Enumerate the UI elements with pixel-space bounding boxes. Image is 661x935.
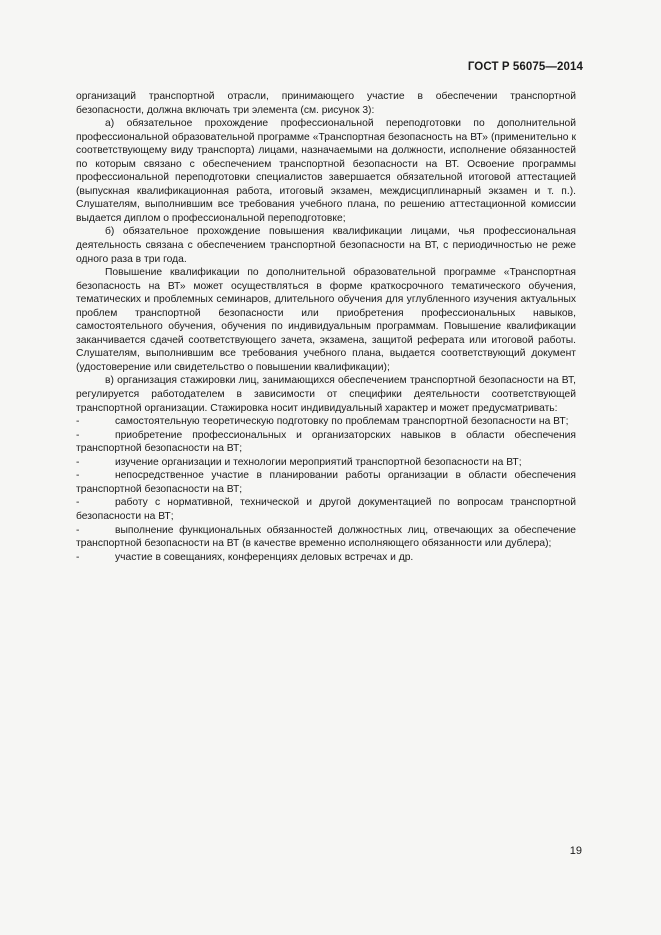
dash-marker: - [76,524,80,536]
document-body [76,90,576,564]
document-designation: ГОСТ Р 56075—2014 [467,61,583,73]
list-item-text: приобретение профессиональных и организаторских навыков в области обеспечения транспортной безопасности на ВТ; [76,429,576,455]
paragraph-item-a: а) обязательное прохождение профессиональной переподготовки по дополнительной профессиональной образовательной программе «Транспортная безопасность на ВТ» (применительно к соответствующему виду транспорта) лицами, назначаемыми на должности, исполнение обязанностей по которым связано с обеспечением транспортной безопасности на ВТ. Освоение программы профессиональной переподготовки специалистов завершается обязательной итоговой аттестацией (выпускная квалификационная работа, итоговый экзамен, междисциплинарный экзамен и т. п.). Слушателям, выполнившим все требования учебного плана, по решению аттестационной комиссии выдается диплом о профессиональной переподготовке; [76,118,576,224]
list-item-text: непосредственное участие в планировании работы организации в области обеспечения транспортной безопасности на ВТ; [76,470,576,495]
dash-marker: - [76,416,80,428]
paragraph-item-v: в) организация стажировки лиц, занимающихся обеспечением транспортной безопасности на ВТ, регулируется работодателем в зависимости от специфики деятельности соответствующей транспортной организации. Стажировка носит индивидуальный характер и может предусматривать: [76,375,576,414]
page-number: 19 [569,845,582,857]
list-item [76,456,576,470]
list-item [76,551,576,565]
list-item [76,429,576,456]
list-item-text: работу с нормативной, технической и другой документацией по вопросам транспортной безопасности на ВТ; [76,497,576,522]
paragraph-item-b: б) обязательное прохождение повышения квалификации лицами, чья профессиональная деятельность связана с обеспечением транспортной безопасности на ВТ, с периодичностью не реже одного раза в три года. [76,226,576,265]
list-item-text: выполнение функциональных обязанностей должностных лиц, отвечающих за обеспечение транспортной безопасности на ВТ (в качестве временно исполняющего обязанности или дублера); [76,524,576,550]
dash-marker: - [76,429,80,441]
list-item [76,524,576,551]
list-item [76,415,576,429]
dash-marker: - [76,551,80,563]
list-item-text: участие в совещаниях, конференциях деловых встречах и др. [115,551,414,563]
paragraph-qualification: Повышение квалификации по дополнительной образовательной программе «Транспортная безопасность на ВТ» может осуществляться в форме краткосрочного тематического обучения, тематических и проблемных семинаров, длительного обучения для углубленного изучения актуальных проблем транспортной безопасности или приобретения профессиональных навыков, самостоятельного обучения, обучения по индивидуальным программам. Повышение квалификации заканчивается сдачей соответствующего зачета, экзамена, защитой реферата или итоговой работы. Слушателям, выполнившим все требования учебного плана, выдается соответствующий документ (удостоверение или свидетельство о повышении квалификации); [76,267,576,373]
dash-marker: - [76,456,80,468]
dash-marker: - [76,470,80,482]
list-item [76,469,576,496]
list-item-text: самостоятельную теоретическую подготовку по проблемам транспортной безопасности на ВТ; [115,416,569,428]
list-item-text: изучение организации и технологии мероприятий транспортной безопасности на ВТ; [115,456,522,468]
dash-marker: - [76,497,80,509]
paragraph-intro: организаций транспортной отрасли, принимающего участие в обеспечении транспортной безопасности, должна включать три элемента (см. рисунок 3): [76,91,576,116]
list-item [76,496,576,523]
